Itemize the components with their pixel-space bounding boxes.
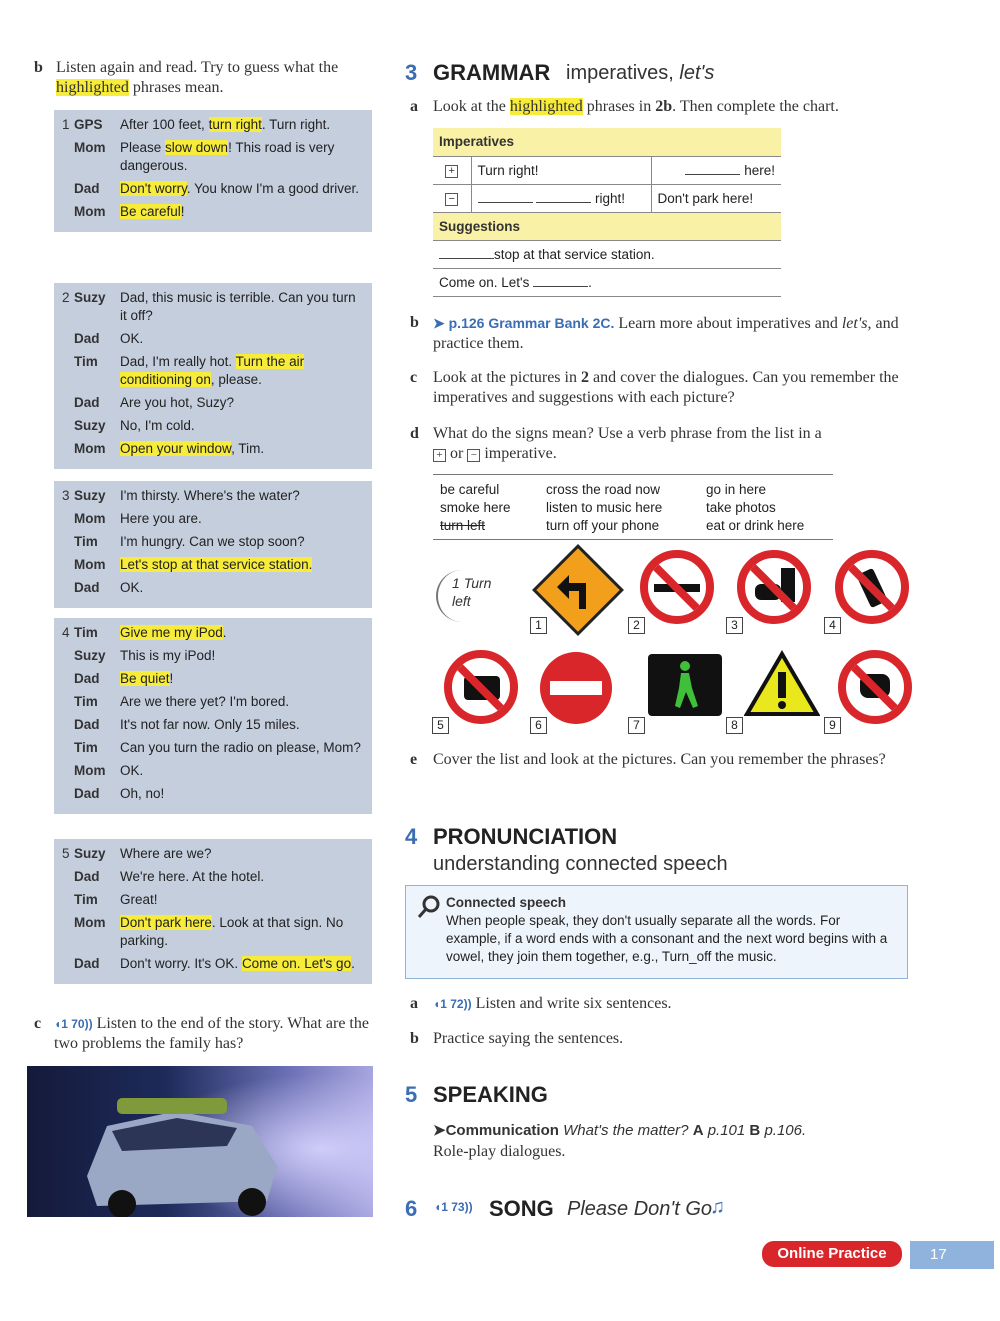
- dialogue-text: [120, 394, 362, 412]
- prohibition-slash: [454, 661, 509, 716]
- dialogue-number: 5: [62, 846, 70, 861]
- section-number: 4: [405, 824, 418, 849]
- sign-number-box[interactable]: 2: [628, 617, 645, 634]
- exercise-label: a: [410, 98, 418, 115]
- dialogue-fragment: OK.: [120, 580, 144, 595]
- dialogue-text: [120, 116, 362, 134]
- grammar-c-instruction: [410, 368, 900, 408]
- phrase-column: [440, 481, 511, 535]
- audio-track: 1 72: [440, 997, 464, 1011]
- speaker-name: Dad: [74, 956, 100, 971]
- dialogue-line: [62, 716, 362, 734]
- exercise-label: a: [410, 995, 418, 1012]
- dialogue-line: [62, 139, 362, 175]
- dialogue-fragment: . Look at that sign. No parking.: [120, 915, 344, 948]
- dialogue-number: [62, 510, 74, 528]
- highlighted-phrase: Let's stop at that service station.: [120, 557, 313, 572]
- highlighted-phrase: Don't park here: [120, 915, 212, 930]
- walk-signal-icon: [648, 654, 722, 716]
- dialogue-line: [62, 762, 362, 780]
- exercise-b-instruction: [34, 58, 374, 98]
- phrase-column: [546, 481, 662, 535]
- dialogue-text: [120, 510, 362, 528]
- dialogue-fragment: OK.: [120, 331, 144, 346]
- dialogue-number: [62, 670, 74, 688]
- instruction-text: , and practice them.: [433, 315, 899, 352]
- box-title: Connected speech: [446, 895, 567, 910]
- no-entry-bar: [550, 681, 602, 695]
- dialogue-number: 1: [62, 117, 70, 132]
- grammar-bank-link[interactable]: [433, 315, 614, 331]
- dialogue-line: [62, 556, 362, 574]
- dialogue-text: [120, 579, 362, 597]
- highlighted-phrase: Give me my iPod: [120, 625, 223, 640]
- dialogue-number: [62, 693, 74, 711]
- dialogue-line: [62, 116, 362, 134]
- exercise-label: c: [410, 369, 418, 386]
- exercise-label: d: [410, 425, 419, 442]
- box-text: When people speak, they don't usually separate all the words. For example, if a word ends with a consonant and the next word begins with a vowel, they join them together, e.g., Turn_off the music.: [446, 913, 888, 964]
- dialogue-number: 4: [62, 625, 70, 640]
- speaker-name: Tim: [74, 625, 98, 640]
- blank-field[interactable]: [478, 202, 533, 203]
- phrase-item: be careful: [440, 482, 500, 497]
- dialogue-number: [62, 647, 74, 665]
- instruction-text: Learn more about imperatives and: [614, 315, 842, 332]
- dialogue-text: [120, 353, 362, 389]
- instruction-text: Role-play dialogues.: [433, 1143, 566, 1160]
- student-a-label: A: [692, 1122, 704, 1139]
- dialogue-box: [54, 283, 372, 469]
- minus-icon: −: [467, 449, 480, 462]
- speaker-name: Dad: [74, 786, 100, 801]
- audio-icon[interactable]: ◖1 73)): [434, 1200, 473, 1214]
- instruction-text: imperative.: [484, 445, 557, 462]
- subtitle-italic: let's: [679, 62, 715, 84]
- dialogue-text: [120, 487, 362, 505]
- dialogue-number: [62, 785, 74, 803]
- phrase-item: take photos: [706, 500, 776, 515]
- arrow-icon: ➤: [433, 315, 449, 331]
- dialogue-box: [54, 618, 372, 814]
- dialogue-text: [120, 440, 362, 458]
- dialogue-number: [62, 203, 74, 221]
- walking-person-icon: [648, 654, 722, 716]
- speaker-name: Dad: [74, 580, 100, 595]
- dialogue-text: [120, 289, 362, 325]
- no-phone-sign-icon: [835, 550, 909, 624]
- dialogue-line: [62, 417, 362, 435]
- speaker-name: Mom: [74, 204, 106, 219]
- dialogue-line: [62, 624, 362, 642]
- dialogue-fragment: It's not far now. Only 15 miles.: [120, 717, 300, 732]
- dialogue-line: [62, 739, 362, 757]
- section-number: 6: [405, 1196, 418, 1221]
- instruction-text: . Then complete the chart.: [672, 98, 839, 115]
- example-text: Turn left: [452, 575, 492, 609]
- dialogue-fragment: , please.: [210, 372, 262, 387]
- dialogue-fragment: Can you turn the radio on please, Mom?: [120, 740, 361, 755]
- exercise-label: b: [410, 1030, 419, 1047]
- dialogue-line: [62, 914, 362, 950]
- chart-cell[interactable]: [651, 156, 781, 184]
- dialogue-text: [120, 330, 362, 348]
- dialogue-line: [62, 579, 362, 597]
- exercise-label: b: [410, 314, 419, 331]
- dialogue-line: [62, 487, 362, 505]
- speaker-name: Tim: [74, 694, 98, 709]
- dialogue-line: [62, 785, 362, 803]
- grammar-chart: [433, 128, 781, 297]
- instruction-text: What do the signs mean? Use a verb phrase from the list in a: [433, 425, 822, 442]
- sign-number-box[interactable]: 5: [432, 717, 449, 734]
- car-photo: [27, 1066, 373, 1217]
- dialogue-line: [62, 670, 362, 688]
- speaker-name: Dad: [74, 331, 100, 346]
- car-illustration: [27, 1066, 373, 1217]
- instruction-text: Practice saying the sentences.: [433, 1030, 624, 1047]
- speaker-name: Suzy: [74, 648, 106, 663]
- communication-title: What's the matter?: [563, 1122, 689, 1139]
- dialogue-fragment: No, I'm cold.: [120, 418, 195, 433]
- speaker-name: Mom: [74, 140, 106, 155]
- no-entry-sign-icon: [540, 652, 612, 724]
- audio-icon[interactable]: ◖1 70)): [54, 1017, 93, 1031]
- dialogue-number: [62, 556, 74, 574]
- dialogue-text: [120, 739, 362, 757]
- chart-text: right!: [595, 190, 626, 206]
- section-number: 3: [405, 60, 418, 85]
- chart-header-imperatives: Imperatives: [433, 128, 781, 156]
- instruction-text: Listen again and read. Try to guess what the: [56, 59, 339, 76]
- speaker-name: Mom: [74, 557, 106, 572]
- dialogue-text: [120, 693, 362, 711]
- speaker-name: Dad: [74, 181, 100, 196]
- dialogue-text: [120, 180, 362, 198]
- dialogue-text: [120, 955, 362, 973]
- dialogue-line: [62, 440, 362, 458]
- phrase-item: cross the road now: [546, 482, 661, 497]
- dialogue-text: [120, 203, 362, 221]
- dialogue-line: [62, 845, 362, 863]
- magnifier-icon: [416, 894, 442, 920]
- dialogue-line: [62, 180, 362, 198]
- chart-text: stop at that service station.: [494, 246, 655, 262]
- phrase-column: [706, 481, 804, 535]
- chart-cell: Don't park here!: [651, 184, 781, 212]
- speaker-name: Tim: [74, 354, 98, 369]
- dialogue-fragment: . Turn right.: [261, 117, 331, 132]
- section-title: SPEAKING: [433, 1082, 548, 1107]
- subtitle-text: imperatives,: [566, 62, 680, 84]
- dialogue-text: [120, 533, 362, 551]
- dialogue-fragment: I'm thirsty. Where's the water?: [120, 488, 300, 503]
- no-photos-sign-icon: [444, 650, 518, 724]
- highlighted-phrase: Open your window: [120, 441, 232, 456]
- dialogue-fragment: ! This road is very dangerous.: [120, 140, 335, 173]
- highlight-word: highlighted: [509, 98, 583, 115]
- dialogue-fragment: We're here. At the hotel.: [120, 869, 265, 884]
- dialogue-fragment: This is my iPod!: [120, 648, 216, 663]
- phrase-list: [433, 474, 833, 540]
- audio-track: 1 70: [61, 1017, 85, 1031]
- phrase-item: go in here: [706, 482, 767, 497]
- dialogue-fragment: After 100 feet,: [120, 117, 209, 132]
- dialogue-number: [62, 955, 74, 973]
- no-smoking-sign-icon: [640, 550, 714, 624]
- student-b-page: p.106.: [764, 1122, 807, 1139]
- speaker-name: Tim: [74, 534, 98, 549]
- prohibition-slash: [848, 661, 903, 716]
- speaker-name: Mom: [74, 915, 106, 930]
- dialogue-text: [120, 914, 362, 950]
- instruction-text: and cover the dialogues. Can you remember the imperatives and suggestions with each picture?: [433, 369, 899, 406]
- example-number: 1: [452, 575, 460, 591]
- student-a-page: p.101: [707, 1122, 746, 1139]
- dialogue-line: [62, 533, 362, 551]
- grammar-b-instruction: [410, 313, 900, 354]
- exercise-c-instruction: [34, 1014, 374, 1054]
- sign-number-box[interactable]: 9: [824, 717, 841, 734]
- dialogue-text: [120, 868, 362, 886]
- plus-icon: +: [445, 165, 458, 178]
- dialogue-number: [62, 579, 74, 597]
- dialogue-text: [120, 845, 362, 863]
- blank-field[interactable]: [439, 258, 494, 259]
- student-b-label: B: [749, 1122, 761, 1139]
- instruction-text: phrases in: [582, 98, 656, 115]
- instruction-text: Look at the pictures in: [433, 369, 581, 386]
- dialogue-number: [62, 440, 74, 458]
- section-number: 5: [405, 1082, 418, 1107]
- dialogue-number: [62, 417, 74, 435]
- song-name: Please Don't Go: [567, 1198, 713, 1220]
- audio-icon[interactable]: ◖1 72)): [433, 997, 472, 1011]
- dialogue-fragment: Are we there yet? I'm bored.: [120, 694, 290, 709]
- exercise-label: e: [410, 751, 418, 768]
- section-title: GRAMMAR: [433, 60, 551, 85]
- dialogue-line: [62, 868, 362, 886]
- dialogue-box: [54, 839, 372, 984]
- chart-text: Come on. Let's: [439, 274, 530, 290]
- chart-text: .: [588, 274, 592, 290]
- dialogue-text: [120, 624, 362, 642]
- chart-cell[interactable]: [433, 268, 781, 296]
- plus-icon: +: [433, 449, 446, 462]
- speaker-name: Dad: [74, 869, 100, 884]
- instruction-bold: 2: [580, 369, 589, 386]
- dialogue-number: [62, 180, 74, 198]
- dialogue-number: [62, 739, 74, 757]
- instruction-text: Listen and write six sentences.: [475, 995, 672, 1012]
- speaker-name: Mom: [74, 441, 106, 456]
- highlighted-phrase: turn right: [208, 117, 262, 132]
- dialogue-number: [62, 868, 74, 886]
- exercise-label: c: [34, 1015, 42, 1032]
- dialogue-line: [62, 289, 362, 325]
- link-text: p.126 Grammar Bank 2C.: [448, 315, 615, 331]
- dialogue-fragment: Oh, no!: [120, 786, 165, 801]
- grammar-d-instruction: [410, 424, 900, 464]
- exercise-label: b: [34, 59, 43, 76]
- dialogue-fragment: Please: [120, 140, 166, 155]
- speaker-name: GPS: [74, 117, 103, 132]
- sign-number-box[interactable]: 7: [628, 717, 645, 734]
- chart-text: here!: [744, 162, 775, 178]
- speaker-name: Mom: [74, 511, 106, 526]
- grammar-e-instruction: [410, 750, 900, 770]
- sign-number-box[interactable]: 6: [530, 717, 547, 734]
- dialogue-number: [62, 330, 74, 348]
- music-note-icon: ♫: [710, 1196, 725, 1218]
- highlighted-phrase: slow down: [165, 140, 229, 155]
- communication-label: Communication: [445, 1122, 559, 1139]
- highlight-word: highlighted: [56, 79, 129, 96]
- chart-cell: Turn right!: [471, 156, 651, 184]
- highlighted-phrase: Be careful: [120, 204, 181, 219]
- dialogue-number: [62, 891, 74, 909]
- dialogue-line: [62, 693, 362, 711]
- dialogue-fragment: I'm hungry. Can we stop soon?: [120, 534, 305, 549]
- dialogue-number: 2: [62, 290, 70, 305]
- dialogue-text: [120, 139, 362, 175]
- blank-field[interactable]: [533, 286, 588, 287]
- dialogue-number: [62, 353, 74, 389]
- dialogue-fragment: Where are we?: [120, 846, 212, 861]
- blank-field[interactable]: [536, 202, 591, 203]
- highlighted-phrase: Turn the air conditioning on: [120, 354, 305, 387]
- speaker-name: Mom: [74, 763, 106, 778]
- speaker-name: Dad: [74, 717, 100, 732]
- no-music-sign-icon: [838, 650, 912, 724]
- sign-number-box[interactable]: 1: [530, 617, 547, 634]
- dialogue-text: [120, 716, 362, 734]
- dialogue-line: [62, 891, 362, 909]
- dialogue-number: [62, 394, 74, 412]
- dialogue-fragment: Here you are.: [120, 511, 202, 526]
- dialogue-number: 3: [62, 488, 70, 503]
- instruction-text: or: [450, 445, 464, 462]
- dialogue-box: [54, 110, 372, 232]
- dialogue-line: [62, 510, 362, 528]
- dialogue-text: [120, 556, 362, 574]
- arrow-icon: ➤: [433, 1122, 446, 1139]
- audio-track: 1 73: [441, 1200, 465, 1214]
- dialogue-line: [62, 394, 362, 412]
- sign-number-box[interactable]: 8: [726, 717, 743, 734]
- dialogue-fragment: . You know I'm a good driver.: [186, 181, 360, 196]
- speaker-name: Suzy: [74, 488, 106, 503]
- dialogue-text: [120, 762, 362, 780]
- page-number: 17: [910, 1241, 994, 1269]
- instruction-bold: 2b: [655, 98, 673, 115]
- dialogue-text: [120, 785, 362, 803]
- chart-cell[interactable]: [433, 240, 781, 268]
- instruction-text: Listen to the end of the story. What are the two problems the family has?: [54, 1015, 369, 1052]
- phrase-item: listen to music here: [546, 500, 663, 515]
- dialogue-number: [62, 139, 74, 175]
- connected-speech-box: [405, 885, 908, 979]
- dialogue-fragment: Dad, I'm really hot.: [120, 354, 236, 369]
- example-bubble: [436, 570, 506, 622]
- blank-field[interactable]: [685, 174, 740, 175]
- speaker-name: Suzy: [74, 846, 106, 861]
- speaker-name: Suzy: [74, 290, 106, 305]
- dialogue-text: [120, 891, 362, 909]
- dialogue-line: [62, 203, 362, 221]
- dialogue-fragment: , Tim.: [231, 441, 265, 456]
- instruction-text: Look at the: [433, 98, 510, 115]
- dialogue-text: [120, 647, 362, 665]
- dialogue-line: [62, 647, 362, 665]
- dialogue-number: [62, 762, 74, 780]
- speaker-name: Dad: [74, 395, 100, 410]
- grammar-a-instruction: [410, 97, 900, 117]
- dialogue-fragment: .: [351, 956, 355, 971]
- sign-number-box[interactable]: 4: [824, 617, 841, 634]
- dialogue-text: [120, 417, 362, 435]
- dialogue-number: [62, 716, 74, 734]
- communication-link[interactable]: [433, 1121, 806, 1139]
- chart-cell[interactable]: [471, 184, 651, 212]
- pron-b-instruction: [410, 1029, 900, 1049]
- dialogue-text: [120, 670, 362, 688]
- phrase-item: eat or drink here: [706, 518, 805, 533]
- warning-sign-icon: [744, 650, 820, 718]
- section-subtitle: understanding connected speech: [433, 853, 728, 875]
- no-eating-drinking-sign-icon: [737, 550, 811, 624]
- pron-a-instruction: [410, 994, 900, 1014]
- dialogue-fragment: !: [169, 671, 174, 686]
- online-practice-button[interactable]: Online Practice: [762, 1241, 902, 1267]
- speaker-name: Suzy: [74, 418, 106, 433]
- dialogue-line: [62, 330, 362, 348]
- dialogue-fragment: Dad, this music is terrible. Can you turn it off?: [120, 290, 356, 323]
- dialogue-number: [62, 914, 74, 950]
- dialogue-fragment: OK.: [120, 763, 144, 778]
- section-title: PRONUNCIATION: [433, 824, 618, 849]
- instruction-text: Cover the list and look at the pictures. Can you remember the phrases?: [433, 751, 886, 768]
- speaker-name: Dad: [74, 671, 100, 686]
- phrase-item: turn left: [440, 518, 486, 533]
- section-title: SONG: [489, 1196, 554, 1221]
- dialogue-fragment: !: [180, 204, 185, 219]
- highlighted-phrase: Come on. Let's go: [241, 956, 352, 971]
- dialogue-fragment: Are you hot, Suzy?: [120, 395, 235, 410]
- section-subtitle: [566, 62, 714, 85]
- speaker-name: Tim: [74, 740, 98, 755]
- dialogue-number: [62, 533, 74, 551]
- dialogue-fragment: Great!: [120, 892, 158, 907]
- dialogue-fragment: Don't worry. It's OK.: [120, 956, 242, 971]
- sign-number-box[interactable]: 3: [726, 617, 743, 634]
- instruction-text: phrases mean.: [128, 79, 224, 96]
- dialogue-box: [54, 481, 372, 608]
- dialogue-line: [62, 353, 362, 389]
- highlighted-phrase: Don't worry: [120, 181, 187, 196]
- phrase-item: turn off your phone: [546, 518, 660, 533]
- dialogue-line: [62, 955, 362, 973]
- instruction-italic: let's: [841, 315, 868, 332]
- phrase-item: smoke here: [440, 500, 511, 515]
- speaker-name: Tim: [74, 892, 98, 907]
- highlighted-phrase: Be quiet: [120, 671, 170, 686]
- dialogue-fragment: .: [222, 625, 227, 640]
- minus-icon: −: [445, 193, 458, 206]
- chart-header-suggestions: Suggestions: [433, 212, 781, 240]
